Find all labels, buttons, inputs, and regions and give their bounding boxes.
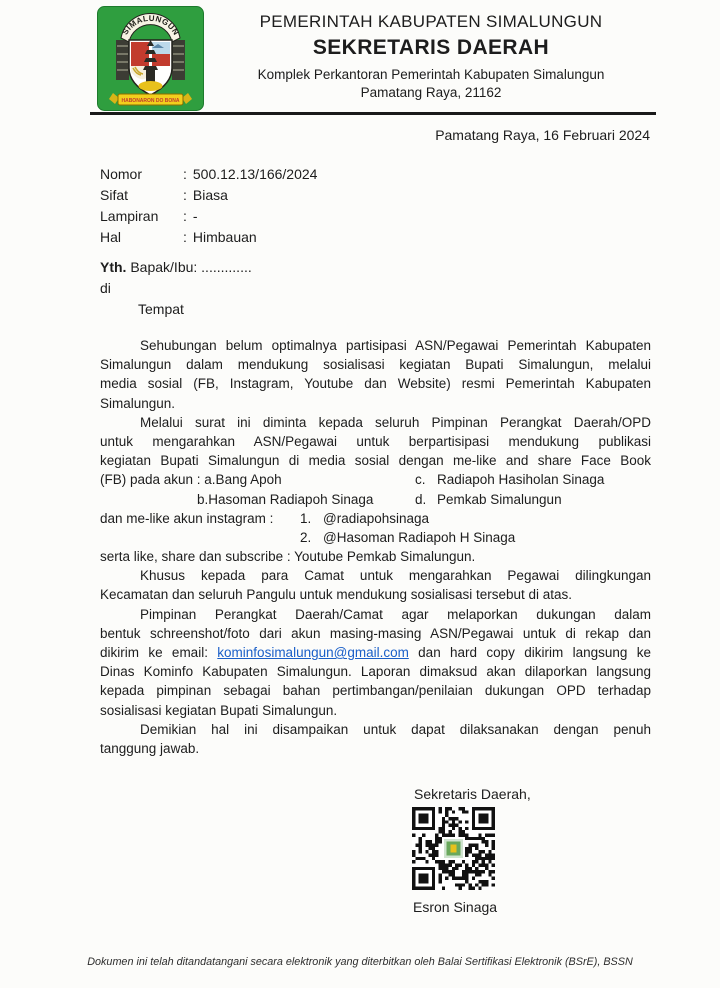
qr-code: [412, 807, 495, 890]
recipient-line: [100, 257, 252, 278]
meta-colon: :: [183, 229, 187, 245]
recipient-di: di: [100, 280, 111, 296]
letterhead: [205, 12, 657, 102]
body-text: Radiapoh Hasiholan Sinaga: [437, 472, 605, 488]
body-line: Kecamatan dan seluruh Pangulu untuk mendukung sosialisasi tersebut di atas.: [100, 587, 573, 603]
email-link[interactable]: kominfosimalungun@gmail.com: [217, 645, 409, 660]
body-line: Sehubungan belum optimalnya partisipasi ASN/Pegawai Pemerintah Kabupaten: [140, 338, 651, 353]
meta-colon: :: [183, 166, 187, 182]
body-line: bentuk schreenshot/foto dari akun masing-masing ASN/Pegawai untuk di rekap dan: [100, 625, 651, 641]
meta-colon: :: [183, 208, 187, 224]
body-line: Simalungun dalam mendukung sosialisasi kegiatan Bupati Simalungun, melalui: [100, 357, 651, 373]
meta-row-nomor: [100, 164, 317, 185]
meta-row-lampiran: [100, 206, 317, 227]
body-columns-line: [100, 528, 651, 547]
body-text: dan me-like akun instagram :: [100, 510, 274, 526]
salutation: Yth.: [100, 259, 127, 275]
body-text: dan hard copy dikirim langsung ke: [418, 645, 651, 660]
simalungun-crest-logo: [97, 6, 204, 111]
body-line: serta like, share dan subscribe : Youtube Pemkab Simalungun.: [100, 549, 476, 565]
body-text: d.: [415, 491, 427, 507]
body-line: tanggung jawab.: [100, 740, 200, 756]
signature-block: [412, 786, 531, 915]
office-address-line1: Komplek Perkantoran Pemerintah Kabupaten Simalungun: [257, 67, 605, 82]
recipient-block: [100, 257, 252, 320]
body-text: Pemkab Simalungun: [437, 491, 562, 507]
body-line: kepada pimpinan sebagai bahan pertimbangan/penilaian dukungan OPD terhadap: [100, 683, 651, 699]
body-text: 1.: [300, 510, 312, 526]
signer-title: Sekretaris Daerah,: [414, 786, 531, 802]
body-columns-line: [100, 490, 651, 509]
office-name: SEKRETARIS DAERAH: [312, 36, 550, 59]
meta-label: Nomor: [100, 166, 143, 182]
meta-value: Himbauan: [192, 229, 257, 245]
date-line: Pamatang Raya, 16 Februari 2024: [435, 127, 650, 143]
body-text: 2.: [300, 529, 312, 545]
body-text: c.: [415, 472, 426, 488]
body-columns-line: [100, 470, 651, 489]
qr-code-icon: [412, 807, 495, 890]
body-line: Dinas Kominfo Kabupaten Simalungun. Laporan dimaksud akan dilaporkan langsung: [100, 664, 651, 680]
body-line: Simalungun.: [100, 395, 176, 411]
body-line: kegiatan Bupati Simalungun di media sosial dengan me-like and share Face Book: [100, 453, 651, 469]
crest-arc-text: SIMALUNGUN: [120, 13, 181, 38]
meta-value: Biasa: [192, 187, 228, 203]
electronic-signature-notice: Dokumen ini telah ditandatangani secara elektronik yang diterbitkan oleh Balai Sertifikasi Elektronik (BSrE), BSSN: [87, 956, 633, 968]
body-text: @Hasoman Radiapoh H Sinaga: [323, 529, 516, 545]
body-columns-line: [100, 509, 651, 528]
body-line: sosialisasi kegiatan Bupati Simalungun.: [100, 702, 338, 718]
body-line: media sosial (FB, Instagram, Youtube dan Website) resmi Pemerintah Kabupaten: [100, 376, 651, 392]
body-text: dikirim ke email:: [100, 645, 208, 660]
body-line: Khusus kepada para Camat untuk mengarahkan Pegawai dilingkungan: [140, 568, 651, 584]
letter-meta: [100, 164, 317, 248]
meta-label: Lampiran: [100, 208, 159, 224]
letterhead-divider: [90, 112, 656, 115]
meta-label: Hal: [100, 229, 122, 245]
crest-motto-text: HABONARON DO BONA: [121, 98, 180, 104]
body-line: Pimpinan Perangkat Daerah/Camat agar melaporkan dukungan dalam: [140, 606, 651, 622]
body-line: [100, 643, 651, 662]
meta-value: -: [192, 208, 198, 224]
crest-icon: [97, 6, 204, 111]
recipient-place: Tempat: [138, 301, 184, 317]
body-text: b.Hasoman Radiapoh Sinaga: [197, 491, 374, 507]
meta-row-sifat: [100, 185, 317, 206]
body-text: (FB) pada akun : a.Bang Apoh: [100, 472, 282, 488]
signer-name: Esron Sinaga: [413, 899, 498, 915]
body-line: Demikian hal ini disampaikan untuk dapat dilaksanakan dengan penuh: [140, 721, 651, 737]
agency-name: PEMERINTAH KABUPATEN SIMALUNGUN: [259, 12, 603, 31]
meta-value: 500.12.13/166/2024: [192, 166, 318, 182]
letter-body: [100, 336, 651, 758]
meta-colon: :: [183, 187, 187, 203]
meta-label: Sifat: [100, 187, 129, 203]
body-line: Melalui surat ini diminta kepada seluruh Pimpinan Perangkat Daerah/OPD: [140, 414, 651, 430]
meta-row-hal: [100, 227, 317, 248]
body-line: untuk mengarahkan ASN/Pegawai untuk berpartisipasi mendukung publikasi: [100, 433, 651, 449]
addressee: Bapak/Ibu: .............: [130, 259, 252, 275]
office-address-line2: Pamatang Raya, 21162: [360, 85, 502, 100]
body-text: @radiapohsinaga: [323, 510, 430, 526]
